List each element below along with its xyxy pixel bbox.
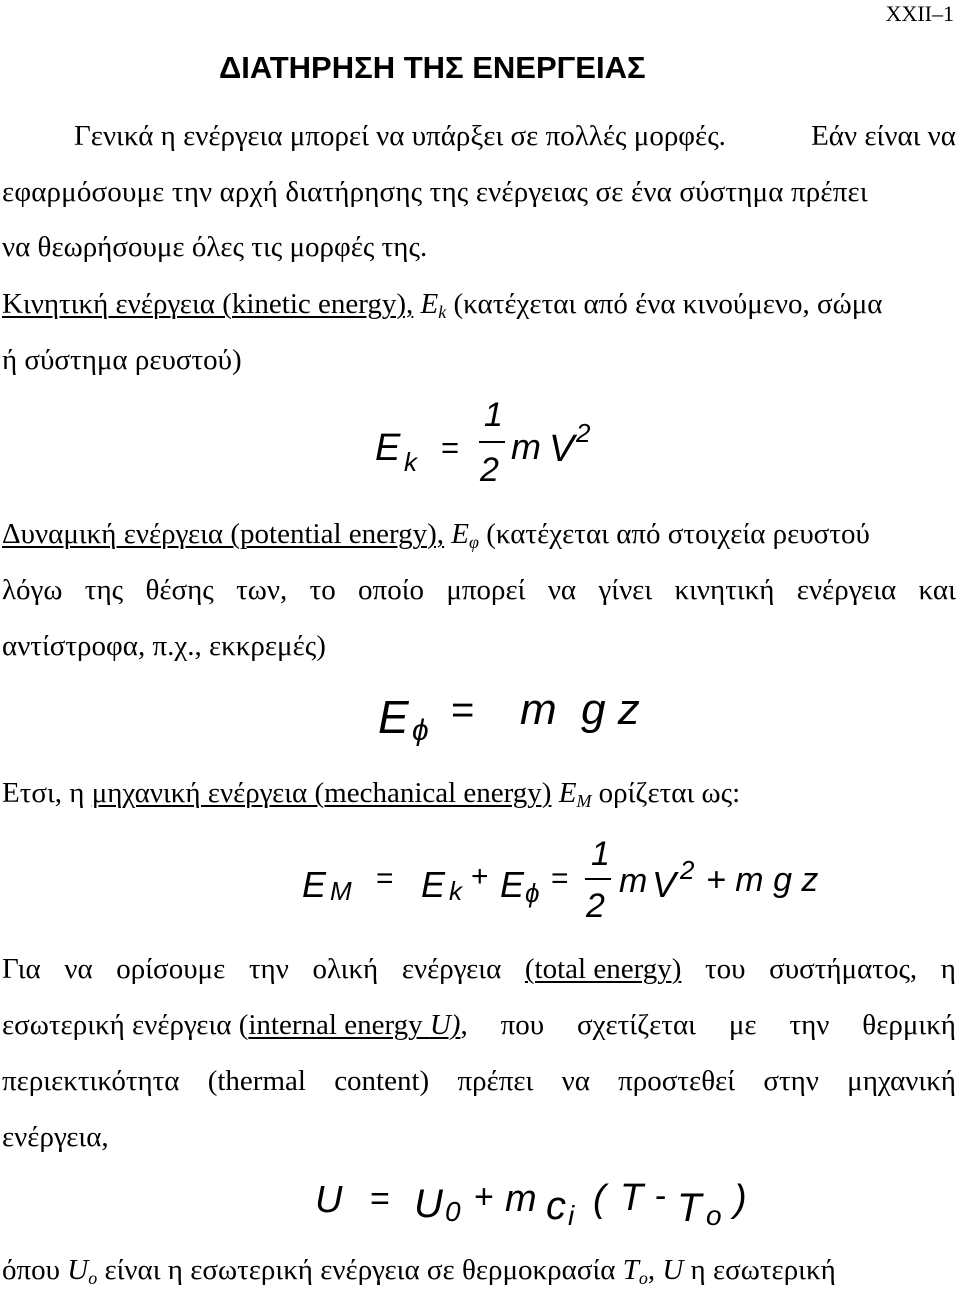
word: να [64,953,93,985]
word: με [728,1009,757,1041]
eq4-U: U [315,1179,343,1221]
internal-pre: εσωτερική ενέργεια ( [2,1009,249,1041]
word: content) [334,1065,430,1097]
mechanical-subscript: M [576,791,592,812]
internal-U: U) [429,1009,461,1041]
word: ορίσουμε [116,953,226,985]
potential-line-1 [2,520,870,551]
eq3-m: m [619,862,648,900]
potential-line-3: αντίστροφα, π.χ., εκκρεμές) [2,630,326,662]
eq4-left-paren: ( [593,1178,606,1220]
word: και [918,574,956,606]
eq1-equals: = [441,430,460,465]
eq4-T: T [620,1177,644,1219]
kinetic-symbol: E [420,288,439,320]
mechanical-energy-term: μηχανική ενέργεια (mechanical energy) [91,777,552,809]
footer-U: U [67,1254,89,1286]
intro-line-2: εφαρμόσουμε την αρχή διατήρησης της ενέργειας σε ένα σύστημα πρέπει [2,176,868,208]
word: ενέργεια [401,953,502,985]
footer-U-sub: o [88,1268,98,1289]
internal-energy-term [248,1009,460,1041]
eq1-denominator: 2 [480,451,499,489]
word: την [248,953,289,985]
eq4-equals: = [370,1180,390,1218]
kinetic-desc: (κατέχεται από ένα κινούμενο, σώμα [446,288,883,320]
kinetic-subscript: k [438,302,447,323]
word: η [940,953,956,985]
kinetic-line-2: ή σύστημα ρευστού) [2,344,242,376]
eq3-numerator: 1 [591,835,610,873]
internal-term: internal energy [248,1009,430,1041]
eq1-fraction-bar [479,441,505,443]
kinetic-line-1 [2,290,883,321]
word: ενέργεια [796,574,897,606]
eq4-plus: + [474,1178,494,1216]
potential-energy-term: Δυναμική ενέργεια (potential energy), [2,518,445,550]
potential-symbol: E [451,518,470,550]
word: σχετίζεται [576,1009,696,1041]
eq3-equals-2: = [551,862,569,895]
footer-T: T [622,1254,639,1286]
word: (thermal [207,1065,306,1097]
eq4-To: T [677,1186,702,1230]
eq2-phi: ϕ [412,714,429,747]
footer-U2: U [662,1254,684,1286]
word: λόγω [2,574,63,606]
eq3-denominator: 2 [586,887,605,925]
word: γίνει [598,574,653,606]
eq2-equals: = [451,688,475,732]
eq3-plus-1: + [471,860,489,893]
word: να [561,1065,590,1097]
word: στην [763,1065,819,1097]
eq3-equals-1: = [376,862,394,895]
footer-comma: , [647,1254,663,1286]
footer-T-sub: o [638,1268,648,1289]
footer-line [2,1256,836,1287]
total-line-1 [2,955,956,984]
total-line-4: ενέργεια, [2,1121,109,1153]
mechanical-desc: ορίζεται ως: [591,777,741,809]
eq4-U0: U [414,1182,443,1226]
kinetic-energy-term: Κινητική ενέργεια (kinetic energy), [2,288,414,320]
eq3-exponent: 2 [680,855,695,885]
footer-mid: είναι η εσωτερική ενέργεια σε θερμοκρασία [97,1254,623,1286]
eq1-numerator: 1 [484,396,503,434]
word: την [789,1009,830,1041]
eq1-exponent: 2 [576,418,591,448]
word: του [704,953,746,985]
footer-pre: όπου [2,1254,68,1286]
mechanical-symbol: E [558,777,577,809]
word: προστεθεί [618,1065,736,1097]
word: των, [236,574,288,606]
eq1-m: m [511,426,541,467]
word: Για [2,953,41,985]
word: να [547,574,577,606]
intro-line-3: να θεωρήσουμε όλες τις μορφές της. [2,231,428,263]
word: οποίο [358,574,424,606]
total-line-2 [2,1011,956,1040]
eq4-minus: - [655,1177,667,1215]
word: πρέπει [457,1065,534,1097]
eq1-V: V [549,428,575,470]
total-line-3 [2,1067,956,1096]
intro-line-1-a: Γενικά η ενέργεια μπορεί να υπάρξει σε πολλές μορφές. [74,120,726,152]
page-title: ΔΙΑΤΗΡΗΣΗ ΤΗΣ ΕΝΕΡΓΕΙΑΣ [219,50,646,85]
word: ολική [312,953,379,985]
eq3-tail: + m g z [706,861,819,899]
potential-subscript: φ [469,532,479,553]
potential-line-2 [2,576,956,605]
word: που [500,1009,545,1041]
eq1-k: k [404,447,417,477]
eq3-V: V [652,864,677,905]
mechanical-pre: Ετσι, η [2,777,92,809]
eq3-Ef: E [500,864,525,905]
eq4-right-paren: ) [734,1178,747,1220]
eq2-rhs: m g z [520,685,640,734]
potential-desc: (κατέχεται από στοιχεία ρευστού [478,518,870,550]
total-energy-term: (total energy) [524,953,682,985]
intro-line-1-b: Εάν είναι να [811,120,956,152]
word: το [309,574,336,606]
eq4-i: i [568,1200,575,1231]
eq3-k: k [449,876,462,906]
eq4-zero: 0 [445,1196,461,1227]
eq3-M: M [330,876,352,906]
eq1-E: E [375,427,401,469]
word: θερμική [862,1009,956,1041]
word: κινητική [674,574,775,606]
mechanical-line [2,779,740,810]
word: της [84,574,124,606]
word: περιεκτικότητα [2,1065,180,1097]
word: θέσης [145,574,214,606]
word: συστήματος, [769,953,918,985]
intro-line-1 [74,122,956,151]
eq2-E: E [378,691,409,743]
eq4-o: o [706,1200,722,1231]
eq4-m: m [505,1178,537,1220]
word: μηχανική [847,1065,956,1097]
internal-energy-phrase: εσωτερική ενέργεια (internal energy U), [2,1009,468,1041]
eq3-phi: ϕ [525,878,540,908]
word: μπορεί [446,574,526,606]
eq3-fraction-bar [585,878,611,880]
eq3-E: E [302,864,327,905]
eq4-c: c [546,1184,566,1228]
footer-post: η εσωτερική [683,1254,836,1286]
eq3-Ek: E [421,864,446,905]
page-number: XXII–1 [885,1,954,26]
